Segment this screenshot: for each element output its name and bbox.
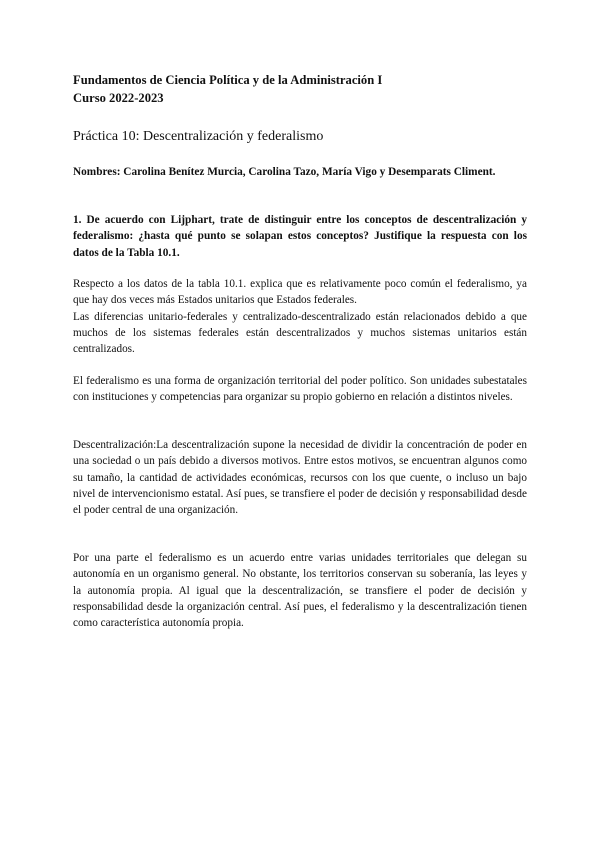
practice-title: Práctica 10: Descentralización y federalismo <box>73 129 324 144</box>
paragraph-text: Respecto a los datos de la tabla 10.1. explica que es relativamente poco común el federalismo, ya que hay dos veces más Estados unitarios que Estados federales. <box>73 278 527 307</box>
paragraph-federalism-definition: El federalismo es una forma de organización territorial del poder político. Son unidades subestatales con instituciones y competencias para organizar su propio gobierno en relación a distintos niveles. <box>73 375 527 404</box>
question-heading: 1. De acuerdo con Lijphart, trate de distinguir entre los conceptos de descentralización y federalismo: ¿hasta qué punto se solapan estos conceptos? Justifique la respuesta con los datos de la Tabla 10.1. <box>73 214 527 259</box>
course-title: Fundamentos de Ciencia Política y de la Administración I <box>73 73 383 87</box>
paragraph-decentralization: Descentralización:La descentralización supone la necesidad de dividir la concentración de poder en una sociedad o un país debido a diversos motivos. Entre estos motivos, se encuentran algunos como su tamaño, la cantidad de actividades económicas, recursos con los que cuente, o incluso un bajo nivel de intervencionismo estatal. Así pues, se transfiere el poder de decisión y responsabilidad desde el poder central de una organización. <box>73 439 527 517</box>
author-names: Nombres: Carolina Benítez Murcia, Carolina Tazo, María Vigo y Desemparats Climent. <box>73 166 496 178</box>
paragraph-table-data <box>73 276 527 357</box>
course-year: Curso 2022-2023 <box>73 91 164 105</box>
paragraph-comparison: Por una parte el federalismo es un acuerdo entre varias unidades territoriales que delegan su autonomía en un organismo general. No obstante, los territorios conservan su soberanía, las leyes y la autonomía propia. Al igual que la descentralización, se transfiere el poder de decisión y responsabilidad desde la organización central. Así pues, el federalismo y la descentralización tienen como característica autonomía propia. <box>73 552 527 630</box>
paragraph-text: Las diferencias unitario-federales y centralizado-descentralizado están relacionados debido a que muchos de los sistemas federales están descentralizados y muchos sistemas unitarios están centralizados. <box>73 310 527 356</box>
